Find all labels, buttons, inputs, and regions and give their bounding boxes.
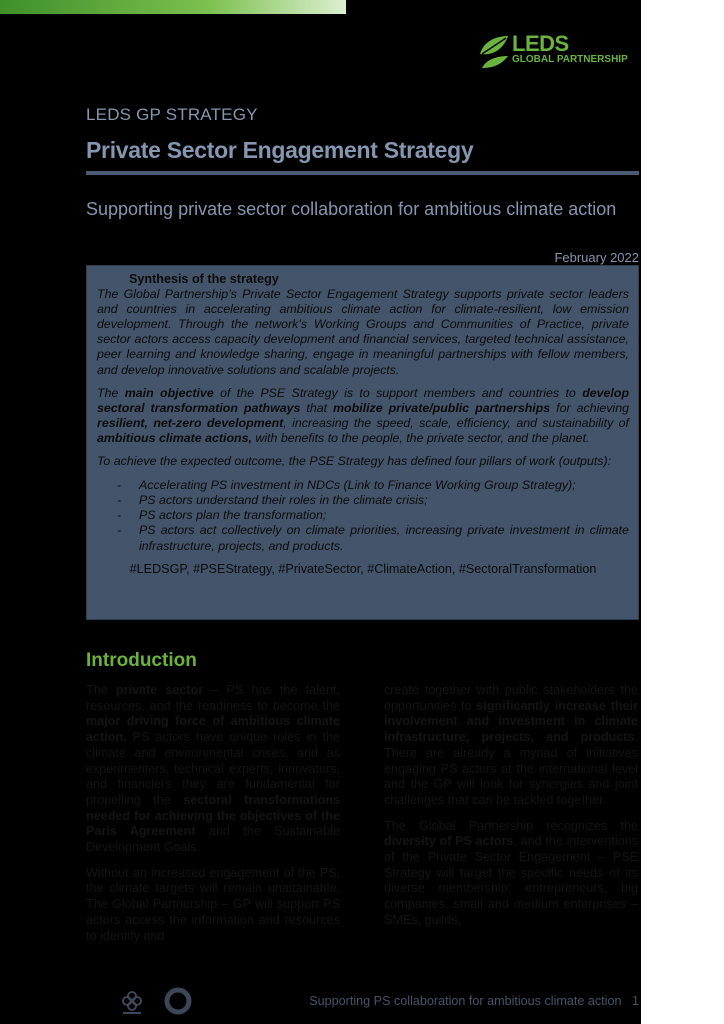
pillar-text: PS actors plan the transformation; — [139, 508, 327, 523]
body-text: and the Sustainable Development Goals. — [86, 824, 340, 855]
synthesis-intro: The Global Partnership’s Private Sector Engagement Strategy supports private sector leaders and countries in accelerating ambitious climate action for climate-resilient, low emission development. Through the network’s Working Groups and Communities of Practice, private sector actors access capacity development and financial services, targeted technical assistance, peer learning and knowledge sharing, engage in meaningful partnerships with fellow members, and develop innovative solutions and scalable projects. — [97, 287, 629, 377]
objective-text: that — [300, 400, 334, 415]
body-emphasis: major driving force of ambitious climate action. — [86, 714, 340, 745]
paragraph — [384, 683, 638, 809]
objective-text: with benefits to the people, the private sector, and the planet. — [251, 430, 590, 445]
leds-gp-logo — [478, 32, 638, 72]
title-divider — [86, 171, 639, 175]
synthesis-heading: Synthesis of the strategy — [129, 272, 279, 286]
body-emphasis: diversity of PS actors — [384, 834, 514, 849]
objective-text: of the PSE Strategy is to support members and countries to — [213, 385, 583, 400]
paragraph — [86, 683, 340, 856]
bullet-dash: - — [117, 523, 122, 538]
objective-text: for achieving — [550, 400, 629, 415]
paragraph — [384, 819, 638, 929]
body-emphasis: significantly increase their involvement and investment in climate infrastructure, projects, and products — [384, 698, 638, 745]
leds-leaf-icon — [478, 34, 510, 70]
list-item — [97, 523, 629, 553]
pillar-text: PS actors understand their roles in the climate crisis; — [139, 493, 428, 508]
logo-subline: GLOBAL PARTNERSHIP — [512, 54, 628, 65]
footer-logos — [117, 984, 197, 1018]
objective-text: , increasing the speed, scale, efficiency, and sustainability of — [283, 415, 629, 430]
introduction-heading: Introduction — [86, 650, 197, 671]
list-item — [97, 493, 629, 508]
logo-wordmark: LEDS — [512, 31, 569, 56]
body-text: – PS has the talent, resources, and the readiness to become the — [86, 683, 340, 713]
synthesis-box — [86, 265, 639, 620]
list-item — [97, 508, 629, 523]
objective-emphasis: ambitious climate actions, — [97, 430, 252, 445]
body-text: . There are already a myriad of initiatives engaging PS actors at the international level and the GP will look for synergies and joint challenges that can be tackled together. — [384, 730, 638, 807]
objective-emphasis: main objective — [124, 385, 214, 400]
objective-emphasis: develop sectoral transformation pathways — [97, 385, 630, 415]
hashtags-line: #LEDSGP, #PSEStrategy, #PrivateSector, #ClimateAction, #SectoralTransformation — [129, 561, 597, 576]
body-text: The Global Partnership recognizes the — [384, 818, 638, 833]
left-column — [86, 683, 340, 954]
objective-emphasis: mobilize private/public partnerships — [333, 400, 551, 415]
body-emphasis: sectoral transformations needed for achieving the objectives of the Paris Agreement — [86, 792, 341, 839]
objective-text: The — [97, 385, 125, 400]
publication-date: February 2022 — [554, 250, 639, 265]
document-eyebrow: LEDS GP STRATEGY — [86, 105, 258, 124]
objective-emphasis: resilient, net-zero development — [97, 415, 284, 430]
pillars-intro: To achieve the expected outcome, the PSE Strategy has defined four pillars of work (outputs): — [97, 454, 612, 469]
right-column — [384, 683, 638, 939]
body-text: PS actors have unique roles in the climate and environmental crises, and as experimenters, technical experts, innovators, and financiers they are fundamental for propelling the — [86, 730, 340, 807]
top-accent-bar — [0, 0, 346, 14]
page-footer — [250, 994, 639, 1008]
pillars-list — [97, 478, 629, 553]
page-title: Private Sector Engagement Strategy — [86, 137, 474, 163]
paragraph: Without an increased engagement of the PS, the climate targets will remain unattainable. The Global Partnership – GP will support PS actors access the information and resources to identify and — [86, 865, 340, 943]
body-text: create together with public stakeholders the opportunities to — [384, 683, 638, 713]
body-emphasis: private sector — [115, 683, 204, 697]
body-text: The — [86, 683, 116, 697]
footer-caption: Supporting PS collaboration for ambitious climate action — [309, 994, 622, 1008]
body-text: , and the interventions of the Private Sector Engagement – PSE Strategy will target the specific needs of its diverse membership: entrepreneurs, big companies, small and medium enterprises – SMEs, guilds, — [384, 834, 638, 927]
flower-icon — [117, 986, 147, 1016]
ring-icon — [163, 986, 193, 1016]
bullet-dash: - — [117, 508, 122, 523]
bullet-dash: - — [117, 493, 122, 508]
page-subtitle: Supporting private sector collaboration for ambitious climate action — [86, 199, 617, 219]
page-number: 1 — [631, 994, 639, 1008]
pillar-text: Accelerating PS investment in NDCs (Link to Finance Working Group Strategy); — [139, 478, 576, 493]
synthesis-objective — [97, 386, 629, 446]
list-item — [97, 478, 629, 493]
pillar-text: PS actors act collectively on climate priorities, increasing private investment in climate infrastructure, projects, and products. — [139, 523, 629, 553]
bullet-dash: - — [117, 478, 122, 493]
